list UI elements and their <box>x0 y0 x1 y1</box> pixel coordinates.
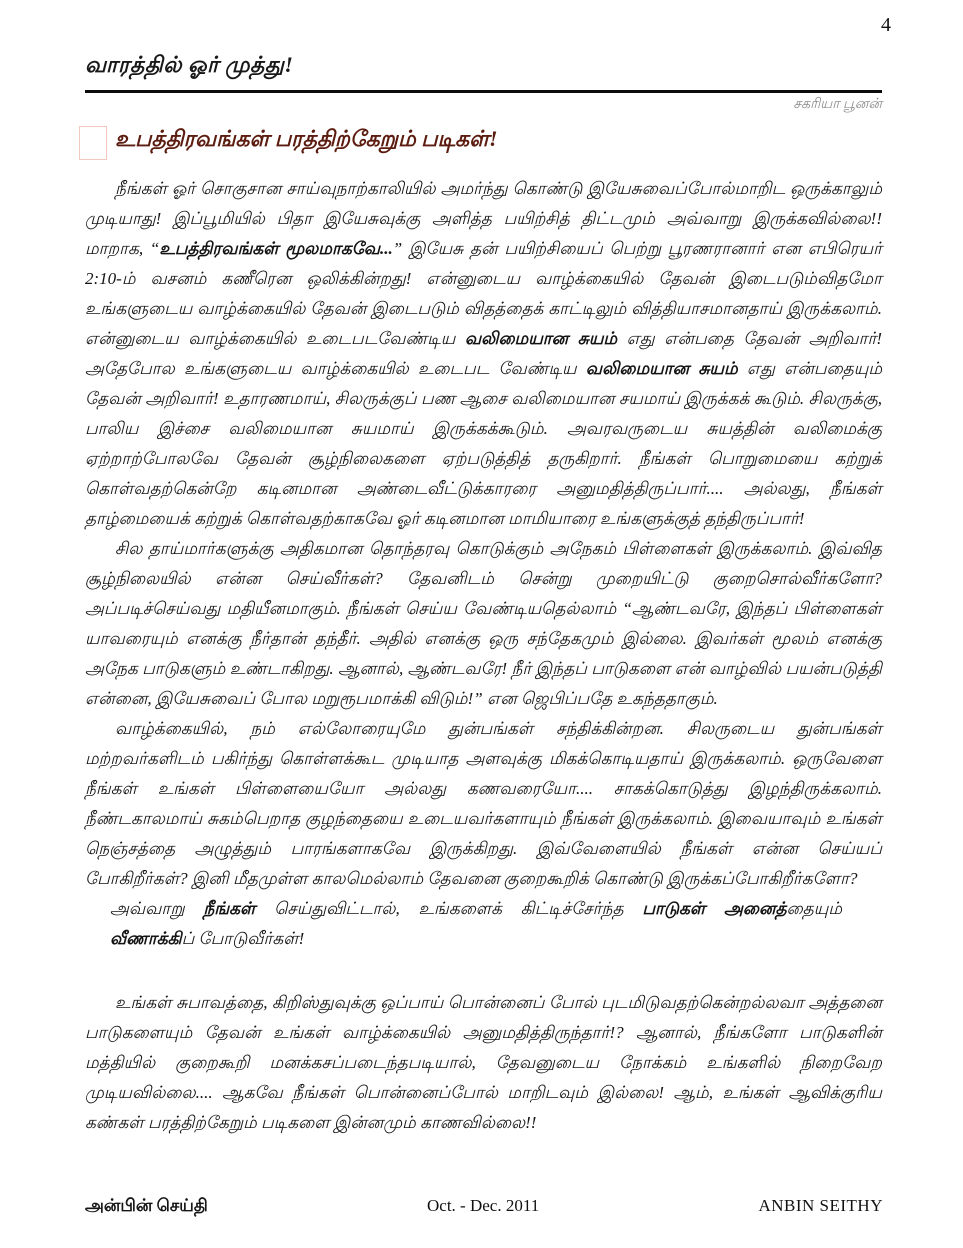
article-paragraph-4: அவ்வாறு நீங்கள் செய்துவிட்டால், உங்களைக் கிட்டிச்சேர்ந்த பாடுகள் அனைத்தையும் வீணாக்கிப் போடுவீர்கள்! <box>110 899 842 948</box>
header-rule <box>85 90 882 93</box>
section-title: வாரத்தில் ஓர் முத்து! <box>85 52 294 77</box>
page-content <box>85 52 882 1138</box>
article-body <box>85 174 882 1138</box>
article-title: உபத்திரவங்கள் பரத்திற்கேறும் படிகள்! <box>115 126 498 151</box>
title-marker-box <box>79 126 107 160</box>
page-number: 4 <box>881 14 891 36</box>
article-paragraph-5: உங்கள் சுபாவத்தை, கிறிஸ்துவுக்கு ஒப்பாய் பொன்னைப் போல் புடமிடுவதற்கென்றல்லவா அத்தனை பாடுகளையும் தேவன் உங்கள் வாழ்க்கையில் அனுமதித்திருந்தார்!? ஆனால், நீங்களோ பாடுகளின் மத்தியில் குறைகூறி மனக்கசப்படைந்தபடியால், தேவனுடைய நோக்கம் உங்களில் நிறைவேற முடியவில்லை.... ஆகவே நீங்கள் பொன்னைப்போல் மாறிடவும் இல்லை! ஆம், உங்கள் ஆவிக்குரிய கண்கள் பரத்திற்கேறும் படிகளை இன்னமும் காணவில்லை!! <box>85 993 882 1132</box>
footer-publication-name-english: ANBIN SEITHY <box>758 1196 883 1215</box>
article-paragraph-1: நீங்கள் ஓர் சொகுசான சாய்வுநாற்காலியில் அமர்ந்து கொண்டு இயேசுவைப்போல்மாறிட ஒருக்காலும் முடியாது! இப்பூமியில் பிதா இயேசுவுக்கு அளித்த பயிற்சித் திட்டமும் அவ்வாறு இருக்கவில்லை!! மாறாக, “உபத்திரவங்கள் மூலமாகவே...” இயேசு தன் பயிற்சியைப் பெற்று பூரணரானார் என எபிரெயர் 2:10-ம் வசனம் கணீரென ஒலிக்கின்றது! என்னுடைய வாழ்க்கையில் தேவன் இடைபடும்விதமோ உங்களுடைய வாழ்க்கையில் தேவன் இடைபடும் விதத்தைக் காட்டிலும் வித்தியாசமானதாய் இருக்கலாம். என்னுடைய வாழ்க்கையில் உடைபடவேண்டிய வலிமையான சுயம் எது என்பதை தேவன் அறிவார்! அதேபோல உங்களுடைய வாழ்க்கையில் உடைபட வேண்டிய வலிமையான சுயம் எது என்பதையும் தேவன் அறிவார்! உதாரணமாய், சிலருக்குப் பண ஆசை வலிமையான சயமாய் இருக்கக் கூடும். சிலருக்கு, பாலிய இச்சை வலிமையான சுயமாய் இருக்கக்கூடும். அவரவருடைய சுயத்தின் வலிமைக்கு ஏற்றாற்போலவே தேவன் சூழ்நிலைகளை ஏற்படுத்தித் தருகிறார். நீங்கள் பொறுமையை கற்றுக் கொள்வதற்கென்றே கடினமான அண்டைவீட்டுக்காரரை அனுமதித்திருப்பார்.... அல்லது, நீங்கள் தாழ்மையைக் கற்றுக் கொள்வதற்காகவே ஓர் கடினமான மாமியாரை உங்களுக்குத் தந்திருப்பார்! <box>85 179 882 528</box>
section-header <box>85 52 882 114</box>
article-paragraph-3: வாழ்க்கையில், நம் எல்லோரையுமே துன்பங்கள் சந்திக்கின்றன. சிலருடைய துன்பங்கள் மற்றவர்களிடம் பகிர்ந்து கொள்ளக்கூட முடியாத அளவுக்கு மிகக்கொடியதாய் இருக்கலாம். ஒருவேளை நீங்கள் உங்கள் பிள்ளையையோ அல்லது கணவரையோ.... சாகக்கொடுத்து இழந்திருக்கலாம். நீண்டகாலமாய் சுகம்பெறாத குழந்தையை உடையவர்களாயும் நீங்கள் இருக்கலாம். இவையாவும் உங்கள் நெஞ்சத்தை அழுத்தும் பாரங்களாகவே இருக்கிறது. இவ்வேளையில் நீங்கள் என்ன செய்யப் போகிறீர்கள்? இனி மீதமுள்ள காலமெல்லாம் தேவனை குறைகூறிக் கொண்டு இருக்கப்போகிறீர்களோ? <box>85 719 882 888</box>
page-footer <box>85 1196 883 1218</box>
article-title-row <box>85 126 882 160</box>
article-paragraph-2: சில தாய்மார்களுக்கு அதிகமான தொந்தரவு கொடுக்கும் அநேகம் பிள்ளைகள் இருக்கலாம். இவ்வித சூழ்நிலையில் என்ன செய்வீர்கள்? தேவனிடம் சென்று முறையிட்டு குறைசொல்வீர்களோ? அப்படிச்செய்வது மதியீனமாகும். நீங்கள் செய்ய வேண்டியதெல்லாம் “ஆண்டவரே, இந்தப் பிள்ளைகள் யாவரையும் எனக்கு நீர்தான் தந்தீர். அதில் எனக்கு ஒரு சந்தேகமும் இல்லை. இவர்கள் மூலம் எனக்கு அநேக பாடுகளும் உண்டாகிறது. ஆனால், ஆண்டவரே! நீர் இந்தப் பாடுகளை என் வாழ்வில் பயன்படுத்தி என்னை, இயேசுவைப் போல மறுரூபமாக்கி விடும்!” என ஜெபிப்பதே உகந்ததாகும். <box>85 539 882 708</box>
author-byline: சகரியா பூனன் <box>793 97 882 112</box>
footer-issue-date: Oct. - Dec. 2011 <box>427 1196 540 1215</box>
footer-publication-name-tamil: அன்பின் செய்தி <box>85 1196 208 1215</box>
